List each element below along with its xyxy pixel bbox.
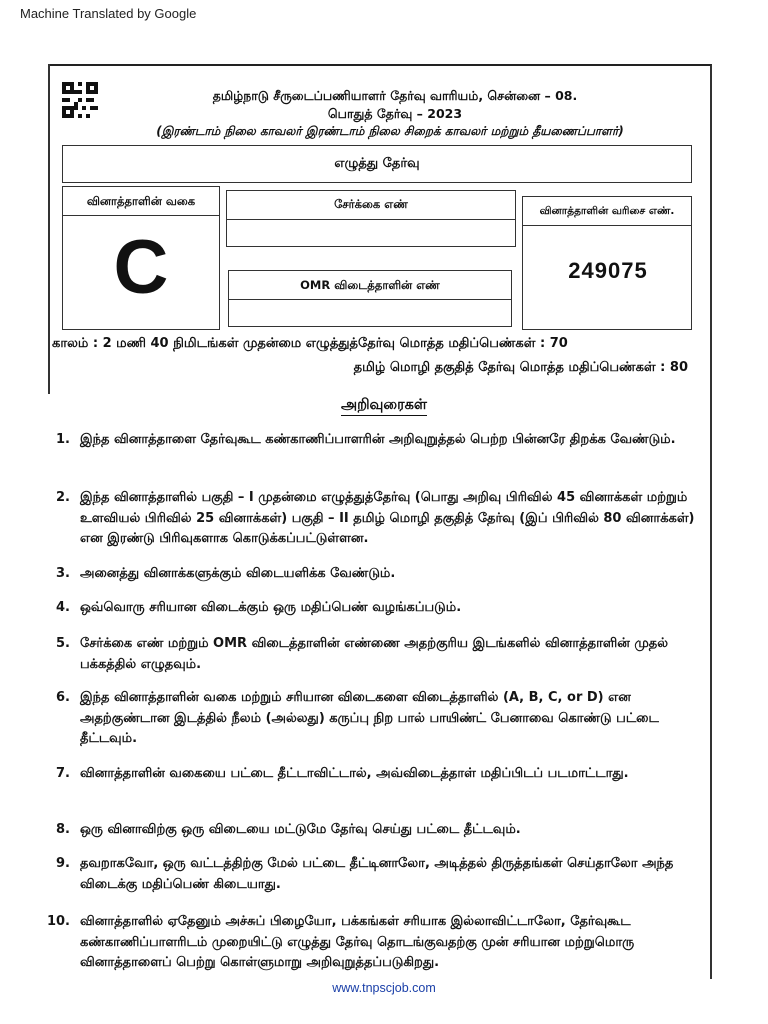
exam-year-title: பொதுத் தேர்வு – 2023 (327, 106, 463, 121)
instruction-item (40, 598, 705, 619)
instruction-number: 1. (56, 432, 70, 447)
instruction-text: வினாத்தாளின் வகையை பட்டை தீட்டாவிட்டால், அவ்விடைத்தாள் மதிப்பிடப் படமாட்டாது. (80, 766, 629, 781)
source-link[interactable]: www.tnpscjob.com (332, 981, 436, 995)
instruction-text: இந்த வினாத்தாளை தேர்வுகூட கண்காணிப்பாளரின் அறிவுறுத்தல் பெற்ற பின்னரே திறக்க வேண்டும். (80, 432, 676, 447)
exam-type-label: எழுத்து தேர்வு (334, 156, 420, 171)
instruction-text: ஒரு வினாவிற்கு ஒரு விடையை மட்டுமே தேர்வு செய்து பட்டை தீட்டவும். (80, 822, 521, 837)
instructions-title: அறிவுரைகள் (341, 397, 427, 416)
instruction-number: 3. (56, 566, 70, 581)
qr-code-icon (62, 82, 98, 118)
translation-banner: Machine Translated by Google (20, 6, 197, 21)
serial-number-value: 249075 (568, 258, 648, 283)
serial-number-label: வினாத்தாளின் வரிசை எண். (539, 205, 675, 217)
paper-left-border (48, 64, 50, 394)
register-number-label: சேர்க்கை எண் (334, 197, 408, 211)
instruction-number: 6. (56, 690, 70, 705)
instruction-item (40, 764, 705, 785)
instructions-heading (0, 397, 768, 415)
instruction-item (40, 564, 705, 585)
register-number-field[interactable] (226, 219, 516, 247)
instruction-text: இந்த வினாத்தாளில் பகுதி – I முதன்மை எழுத்துத்தேர்வு (பொது அறிவு பிரிவில் 45 வினாக்கள் மற்றும் உளவியல் பிரிவில் 25 வினாக்கள்) பகுதி – II தமிழ் மொழி தகுதித் தேர்வு (இப் பிரிவில் 80 வினாக்கள்) என இரண்டு பிரிவுகளாக கொடுக்கப்பட்டுள்ளன. (80, 490, 695, 546)
instruction-number: 2. (56, 490, 70, 505)
instruction-item (40, 912, 705, 974)
instruction-item (40, 820, 705, 841)
instruction-item (40, 688, 705, 750)
instruction-text: அனைத்து வினாக்களுக்கும் விடையளிக்க வேண்டும். (80, 566, 396, 581)
instruction-number: 7. (56, 766, 70, 781)
booklet-type-value: C (113, 225, 169, 310)
instruction-text: சேர்க்கை எண் மற்றும் OMR விடைத்தாளின் எண்ணை அதற்குரிய இடங்களில் வினாத்தாளின் முதல் பக்கத்தில் எழுதவும். (80, 636, 669, 672)
omr-number-label: OMR விடைத்தாளின் எண் (300, 278, 440, 292)
exam-type-box (62, 145, 692, 183)
instruction-item (40, 488, 705, 550)
duration-and-marks: காலம் : 2 மணி 40 நிமிடங்கள் முதன்மை எழுத்துத்தேர்வு மொத்த மதிப்பெண்கள் : 70 (52, 336, 568, 351)
instruction-number: 4. (56, 600, 70, 615)
post-names-subtitle: (இரண்டாம் நிலை காவலர் இரண்டாம் நிலை சிறைக் காவலர் மற்றும் தீயணைப்பாளர்) (156, 124, 624, 138)
instruction-text: ஒவ்வொரு சரியான விடைக்கும் ஒரு மதிப்பெண் வழங்கப்படும். (80, 600, 462, 615)
instruction-item (40, 634, 705, 675)
instruction-text: தவறாகவோ, ஒரு வட்டத்திற்கு மேல் பட்டை தீட்டினாலோ, அடித்தல் திருத்தங்கள் செய்தாலோ அந்த விடைக்கு மதிப்பெண் கிடையாது. (80, 856, 674, 892)
instruction-text: இந்த வினாத்தாளின் வகை மற்றும் சரியான விடைகளை விடைத்தாளில் (A, B, C, or D) என அதற்குண்டான இடத்தில் நீலம் (அல்லது) கருப்பு நிற பால் பாயிண்ட் பேனாவை கொண்டு பட்டை தீட்டவும். (80, 690, 659, 746)
instruction-number: 9. (56, 856, 70, 871)
instruction-item (40, 430, 705, 451)
booklet-type-label: வினாத்தாளின் வகை (86, 194, 196, 208)
tamil-test-marks: தமிழ் மொழி தகுதித் தேர்வு மொத்த மதிப்பெண்கள் : 80 (353, 360, 688, 375)
instruction-number: 10. (46, 914, 70, 929)
instruction-text: வினாத்தாளில் ஏதேனும் அச்சுப் பிழையோ, பக்கங்கள் சரியாக இல்லாவிட்டாலோ, தேர்வுகூட கண்காணிப்பாளரிடம் முறையிட்டு எழுத்து தேர்வு தொடங்குவதற்கு முன் சரியான மற்றுமொரு வினாத்தாளைப் பெற்று கொள்ளுமாறு அறிவுறுத்தப்படுகிறது. (80, 914, 635, 970)
instruction-item (40, 854, 705, 895)
omr-number-field[interactable] (228, 299, 512, 327)
instruction-number: 8. (56, 822, 70, 837)
board-title: தமிழ்நாடு சீருடைப்பணியாளர் தேர்வு வாரியம், சென்னை – 08. (212, 88, 578, 103)
instruction-number: 5. (56, 636, 70, 651)
